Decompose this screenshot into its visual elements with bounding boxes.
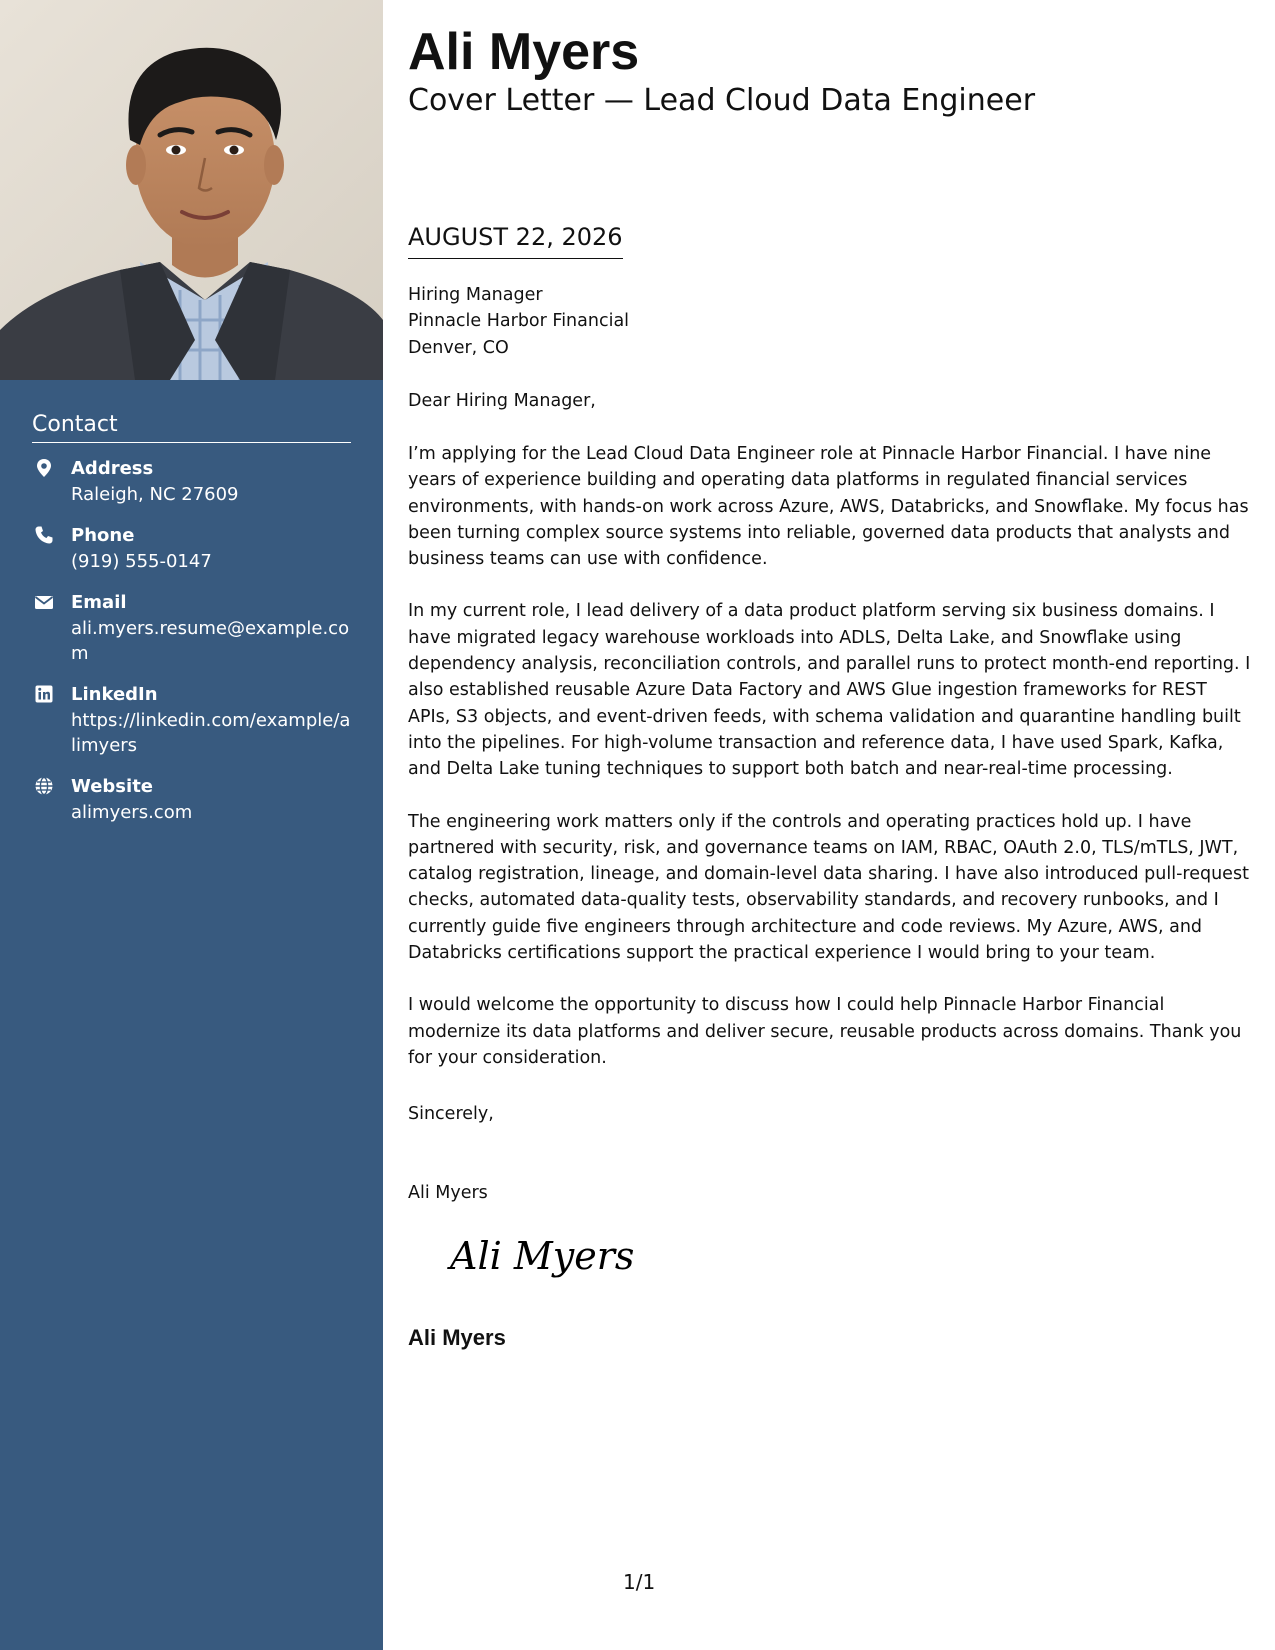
contact-item-email [32,590,352,666]
page-number: 1/1 [623,1570,656,1594]
contact-item-phone [32,523,352,574]
signature-glyphs: Ali Myers [450,1234,635,1278]
recipient-block [408,282,1248,361]
contact-heading: Contact [32,412,351,443]
recipient-line: Denver, CO [408,337,509,358]
applicant-name: Ali Myers [408,23,640,81]
body-paragraph: I’m applying for the Lead Cloud Data Engineer role at Pinnacle Harbor Financial. I have nine years of experience building and operating data platforms in regulated financial services environments, with hands-on work across Azure, AWS, Databricks, and Snowflake. My focus has been turning complex source systems into reliable, governed data products that analysts and business teams can use with confidence. [408,444,1249,570]
contact-label: Website [71,776,154,797]
phone-icon [34,525,54,545]
profile-photo [0,0,383,380]
contact-label: Phone [71,525,135,546]
recipient-line: Hiring Manager [408,285,543,305]
handwritten-signature [446,1225,686,1285]
recipient-line: Pinnacle Harbor Financial [408,311,630,332]
contact-label: Email [71,592,127,613]
body-paragraph: I would welcome the opportunity to discuss how I could help Pinnacle Harbor Financial modernize its data platforms and deliver secure, reusable products across domains. Thank you for your consideration. [408,995,1242,1068]
signer-name-bold: Ali Myers [408,1325,506,1350]
linkedin-icon [34,684,54,704]
email-icon [34,592,54,612]
map-pin-icon [34,458,54,478]
contact-item-linkedin [32,682,352,758]
website-value[interactable]: alimyers.com [71,802,193,823]
document-subtitle: Cover Letter — Lead Cloud Data Engineer [408,83,1036,118]
linkedin-value[interactable]: https://linkedin.com/example/alimyers [71,710,351,756]
salutation: Dear Hiring Manager, [408,391,596,411]
phone-value[interactable]: (919) 555-0147 [71,551,212,572]
email-value[interactable]: ali.myers.resume@example.com [71,618,350,664]
sidebar [0,0,383,1650]
globe-icon [34,776,54,796]
letter-body [408,441,1253,1097]
contact-list [32,456,352,841]
closing: Sincerely, [408,1104,494,1124]
signer-name: Ali Myers [408,1183,488,1203]
contact-item-address [32,456,352,507]
contact-label: Address [71,458,154,479]
letter-date: AUGUST 22, 2026 [408,222,623,259]
contact-label: LinkedIn [71,684,158,705]
address-value: Raleigh, NC 27609 [71,484,239,505]
body-paragraph: The engineering work matters only if the controls and operating practices hold up. I have partnered with security, risk, and governance teams on IAM, RBAC, OAuth 2.0, TLS/mTLS, JWT, catalog registration, lineage, and domain-level data sharing. I have also introduced pull-request checks, automated data-quality tests, observability standards, and recovery runbooks, and I currently guide five engineers through architecture and code reviews. My Azure, AWS, and Databricks certifications support the practical experience I would bring to your team. [408,811,1249,964]
contact-item-website [32,774,352,825]
body-paragraph: In my current role, I lead delivery of a data product platform serving six business domains. I have migrated legacy warehouse workloads into ADLS, Delta Lake, and Snowflake using dependency analysis, reconciliation controls, and parallel runs to protect month-end reporting. I also established reusable Azure Data Factory and AWS Glue ingestion frameworks for REST APIs, S3 objects, and event-driven feeds, with schema validation and quarantine handling built into the pipelines. For high-volume transaction and reference data, I have used Spark, Kafka, and Delta Lake tuning techniques to support both batch and near-real-time processing. [408,601,1251,780]
